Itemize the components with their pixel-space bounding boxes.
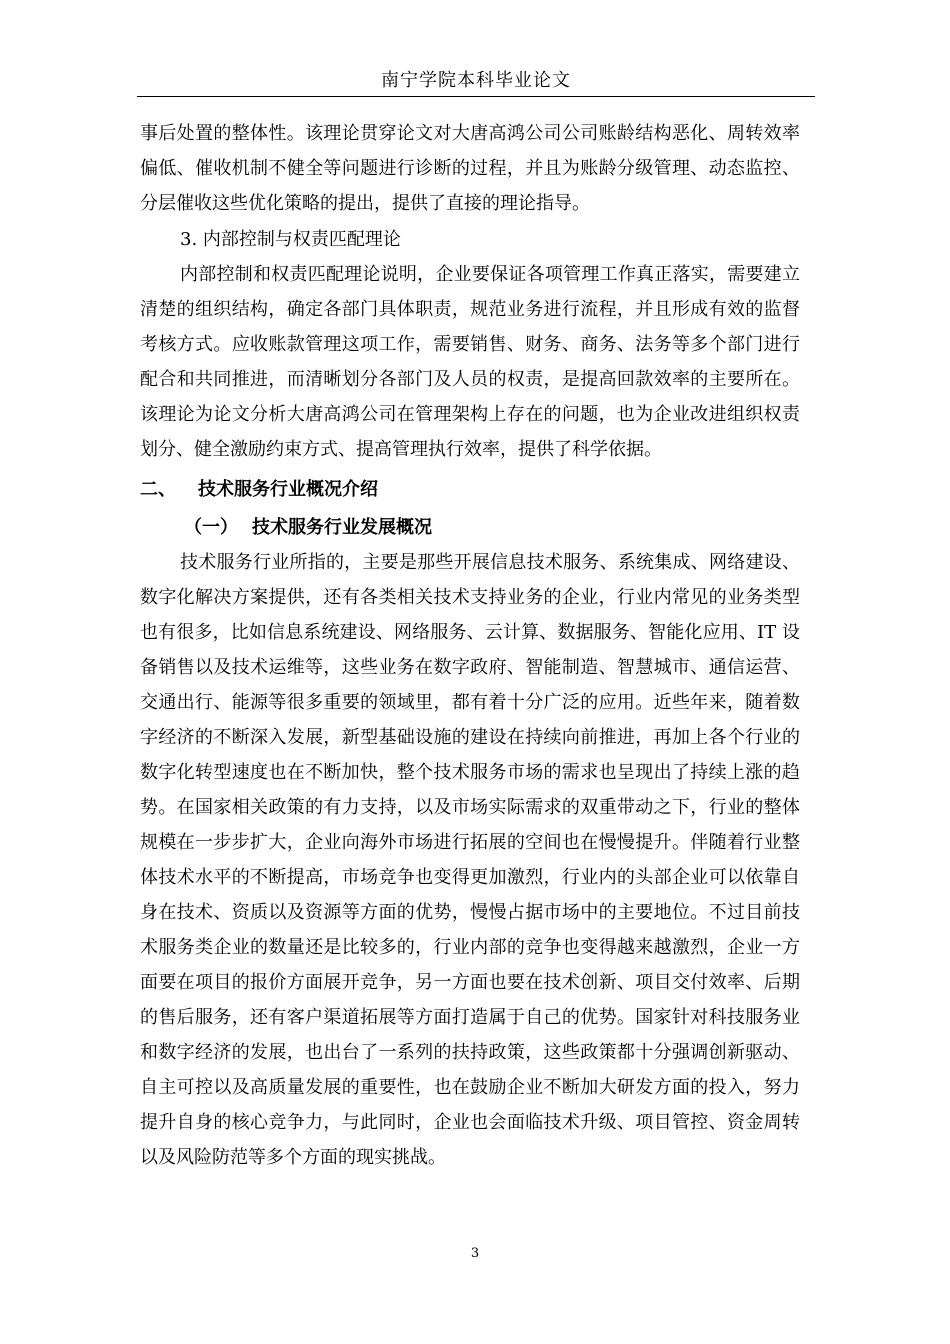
subsection-heading: [140, 510, 800, 545]
running-header: 南宁学院本科毕业论文: [381, 70, 571, 91]
header-rule: [137, 96, 815, 97]
item-heading-internal-control: 3. 内部控制与权责匹配理论: [180, 229, 401, 250]
paragraph-continued: 事后处置的整体性。该理论贯穿论文对大唐高鸿公司公司账龄结构恶化、周转效率偏低、催收机制不健全等问题进行诊断的过程，并且为账龄分级管理、动态监控、分层催收这些优化策略的提出，提供了直接的理论指导。: [140, 123, 800, 214]
paragraph-internal-control: 内部控制和权责匹配理论说明，企业要保证各项管理工作真正落实，需要建立清楚的组织结构，确定各部门具体职责，规范业务进行流程，并且形成有效的监督考核方式。应收账款管理这项工作，需要销售、财务、商务、法务等多个部门进行配合和共同推进，而清晰划分各部门及人员的权责，是提高回款效率的主要所在。该理论为论文分析大唐高鸿公司在管理架构上存在的问题，也为企业改进组织权责划分、健全激励约束方式、提高管理执行效率，提供了科学依据。: [140, 264, 800, 460]
subsection-title: 技术服务行业发展概况: [252, 517, 432, 538]
paragraph-industry-overview: 技术服务行业所指的，主要是那些开展信息技术服务、系统集成、网络建设、数字化解决方案提供，还有各类相关技术支持业务的企业，行业内常见的业务类型也有很多，比如信息系统建设、网络服务、云计算、数据服务、智能化应用、IT 设备销售以及技术运维等，这些业务在数字政府、智能制造、智慧城市、通信运营、交通出行、能源等很多重要的领域里，都有着十分广泛的应用。近些年来，随着数字经济的不断深入发展，新型基础设施的建设在持续向前推进，再加上各个行业的数字化转型速度也在不断加快，整个技术服务市场的需求也呈现出了持续上涨的趋势。在国家相关政策的有力支持，以及市场实际需求的双重带动之下，行业的整体规模在一步步扩大，企业向海外市场进行拓展的空间也在慢慢提升。伴随着行业整体技术水平的不断提高，市场竞争也变得更加激烈，行业内的头部企业可以依靠自身在技术、资质以及资源等方面的优势，慢慢占据市场中的主要地位。不过目前技术服务类企业的数量还是比较多的，行业内部的竞争也变得越来越激烈，企业一方面要在项目的报价方面展开竞争，另一方面也要在技术创新、项目交付效率、后期的售后服务，还有客户渠道拓展等方面打造属于自己的优势。国家针对科技服务业和数字经济的发展，也出台了一系列的扶持政策，这些政策都十分强调创新驱动、自主可控以及高质量发展的重要性，也在鼓励企业不断加大研发方面的投入，努力提升自身的核心竞争力，与此同时，企业也会面临技术升级、项目管控、资金周转以及风险防范等多个方面的现实挑战。: [140, 552, 800, 1168]
section-heading: [140, 472, 800, 507]
body-text: [140, 116, 800, 1175]
section-number: 二、: [140, 479, 176, 500]
subsection-number: （一）: [184, 517, 238, 538]
page-number: 3: [470, 1246, 480, 1261]
section-title: 技术服务行业概况介绍: [198, 479, 378, 500]
